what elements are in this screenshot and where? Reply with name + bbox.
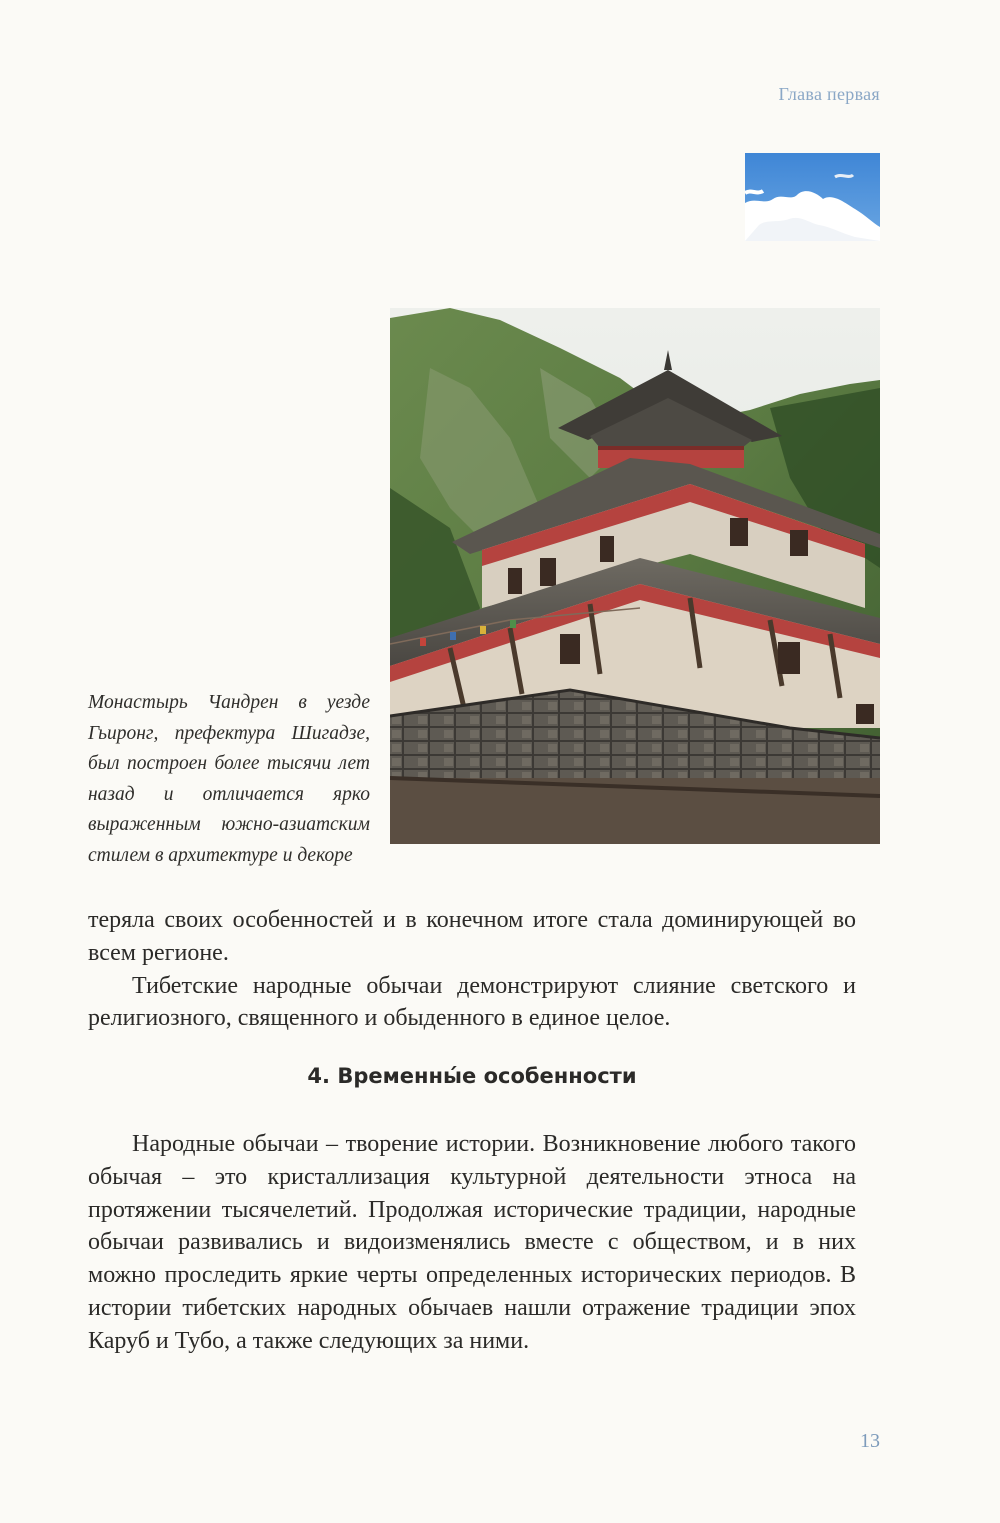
- body-text-bottom: [88, 1128, 856, 1358]
- sky-photo: [745, 153, 880, 241]
- monastery-photo: [390, 308, 880, 844]
- photo-caption: Монастырь Чандрен в уезде Гьиронг, префектура Шигадзе, был построен более тысячи лет назад и отличается ярко выраженным южно-азиатским стилем в архитектуре и декоре: [88, 692, 370, 866]
- paragraph: теряла своих особенностей и в конечном итоге стала доминирующей во всем регионе.: [88, 907, 856, 966]
- paragraph: Народные обычаи – творение истории. Возникновение любого такого обычая – это кристаллизация культурной деятельности этноса на протяжении тысячелетий. Продолжая исторические традиции, народные обычаи развивались и видоизменялись вместе с обществом, и в них можно проследить яркие черты определенных исторических периодов. В истории тибетских народных обычаев нашли отражение традиции эпох Каруб и Тубо, а также следующих за ними.: [88, 1131, 856, 1354]
- page-number: 13: [860, 1430, 880, 1452]
- body-text-top: [88, 904, 856, 1035]
- paragraph: Тибетские народные обычаи демонстрируют слияние светского и религиозного, священного и обыденного в единое целое.: [88, 972, 856, 1032]
- section-heading: 4. Временны́е особенности: [307, 1064, 637, 1088]
- running-head: Глава первая: [778, 84, 880, 104]
